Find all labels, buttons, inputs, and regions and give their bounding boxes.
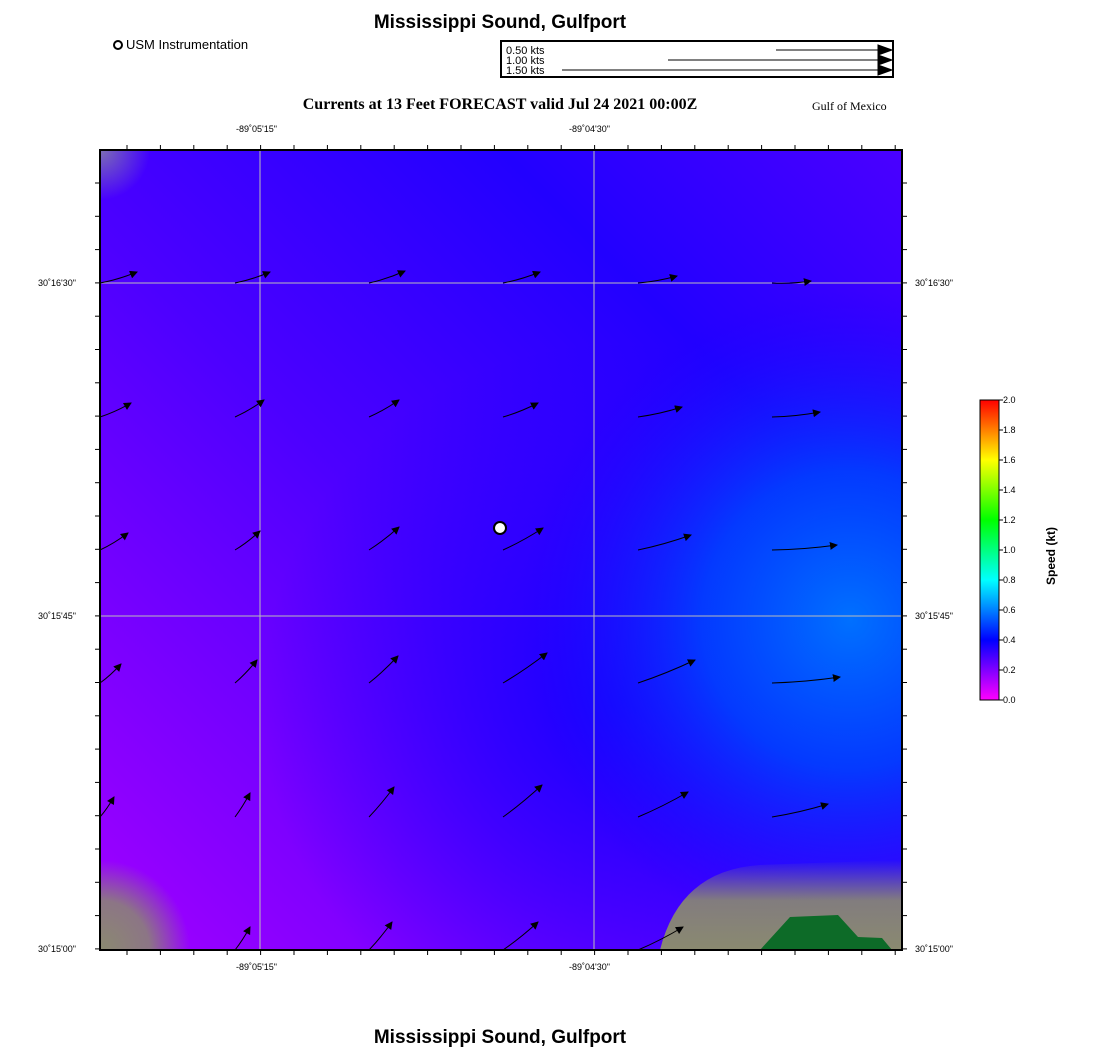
speed-colorbar — [975, 395, 1025, 707]
lat-label-left-2: 30˚15'45" — [38, 611, 76, 621]
colorbar-tick-label: 2.0 — [1003, 395, 1016, 405]
lat-label-right-2: 30˚15'45" — [915, 611, 953, 621]
colorbar-tick-label: 1.2 — [1003, 515, 1016, 525]
lon-label-bottom-1: -89˚05'15" — [236, 962, 277, 972]
page-title: Mississippi Sound, Gulfport — [373, 12, 627, 33]
colorbar-tick-label: 1.0 — [1003, 545, 1016, 555]
marker-legend-label: USM Instrumentation — [126, 37, 249, 52]
region-label: Gulf of Mexico — [812, 99, 887, 113]
colorbar-tick-label: 0.8 — [1003, 575, 1016, 585]
lat-label-left-1: 30˚16'30" — [38, 278, 76, 288]
lat-label-right-3: 30˚15'00" — [915, 944, 953, 954]
lon-label-top-1: -89˚05'15" — [236, 124, 277, 134]
colorbar-tick-label: 0.0 — [1003, 695, 1016, 705]
scale-label-2: 1.50 kts — [506, 65, 545, 77]
map-subtitle: Currents at 13 Feet FORECAST valid Jul 24 2021 00:00Z — [302, 96, 698, 113]
lat-label-left-3: 30˚15'00" — [38, 944, 76, 954]
colorbar-tick-label: 0.6 — [1003, 605, 1016, 615]
colorbar-tick-label: 0.4 — [1003, 635, 1016, 645]
scale-label-1: 1.00 kts — [506, 55, 545, 67]
lon-label-bottom-2: -89˚04'30" — [569, 962, 610, 972]
colorbar-tick-label: 1.4 — [1003, 485, 1016, 495]
colorbar-title: Speed (kt) — [1044, 526, 1058, 585]
scale-label-0: 0.50 kts — [506, 45, 545, 57]
lon-label-top-2: -89˚04'30" — [569, 124, 610, 134]
colorbar-tick-label: 0.2 — [1003, 665, 1016, 675]
lat-label-right-1: 30˚16'30" — [915, 278, 953, 288]
footer-title: Mississippi Sound, Gulfport — [373, 1027, 627, 1048]
usm-instrument-station[interactable] — [494, 522, 506, 534]
colorbar-tick-label: 1.6 — [1003, 455, 1016, 465]
colorbar-tick-label: 1.8 — [1003, 425, 1016, 435]
